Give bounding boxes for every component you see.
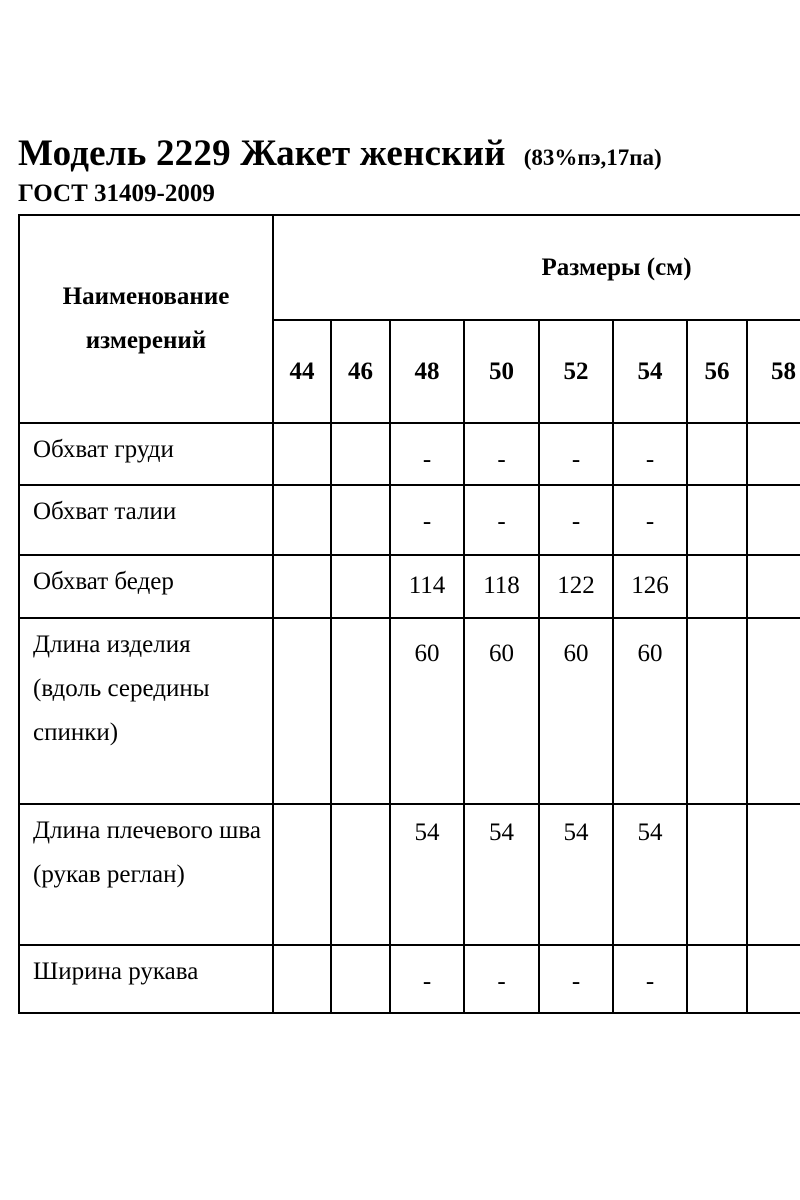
measurement-value: 54: [390, 804, 464, 945]
measurement-value: -: [390, 423, 464, 485]
measurement-value: -: [539, 423, 613, 485]
table-row: [19, 423, 800, 485]
measurement-value: -: [539, 485, 613, 555]
measurement-label: Обхват талии: [19, 485, 273, 555]
table-row: [19, 485, 800, 555]
measurement-name-header-line1: Наименование: [62, 283, 230, 310]
measurement-value: [331, 485, 390, 555]
measurement-value: [331, 945, 390, 1013]
measurement-value: -: [464, 485, 539, 555]
table-row: [19, 555, 800, 618]
measurement-value: 118: [464, 555, 539, 618]
sizes-header: Размеры (см): [273, 215, 800, 320]
measurement-value: 122: [539, 555, 613, 618]
measurement-value: [331, 555, 390, 618]
measurement-value: [747, 618, 800, 804]
measurement-value: 54: [539, 804, 613, 945]
measurement-value: -: [464, 945, 539, 1013]
table-row: [19, 804, 800, 945]
measurement-value: [747, 555, 800, 618]
measurement-value: -: [390, 485, 464, 555]
measurement-value: [747, 945, 800, 1013]
measurement-value: [273, 618, 331, 804]
measurement-name-header: [19, 215, 273, 423]
size-header-cell: 54: [613, 320, 687, 423]
measurement-label: Обхват груди: [19, 423, 273, 485]
measurement-value: 54: [613, 804, 687, 945]
measurement-value: [747, 804, 800, 945]
measurement-value: -: [390, 945, 464, 1013]
measurement-value: [331, 423, 390, 485]
measurement-value: [747, 485, 800, 555]
measurement-value: 126: [613, 555, 687, 618]
measurement-value: [273, 485, 331, 555]
measurement-label: Длина плечевого шва (рукав реглан): [19, 804, 273, 945]
size-header-cell: 46: [331, 320, 390, 423]
measurement-value: [687, 945, 747, 1013]
measurement-value: 54: [464, 804, 539, 945]
size-header-cell: 52: [539, 320, 613, 423]
measurement-value: [273, 555, 331, 618]
measurement-value: [687, 423, 747, 485]
measurement-value: 60: [539, 618, 613, 804]
measurement-value: [687, 618, 747, 804]
measurement-value: [687, 555, 747, 618]
size-header-cell: 48: [390, 320, 464, 423]
measurement-value: 60: [464, 618, 539, 804]
measurement-value: [331, 804, 390, 945]
model-title: Модель 2229 Жакет женский: [18, 133, 506, 174]
gost-standard: ГОСТ 31409-2009: [18, 180, 215, 207]
header-row-top: [19, 215, 800, 320]
measurement-value: [687, 485, 747, 555]
document-title: [18, 132, 662, 175]
measurement-value: [273, 423, 331, 485]
measurement-value: 114: [390, 555, 464, 618]
size-header-cell: 50: [464, 320, 539, 423]
measurement-name-header-line2: измерений: [85, 327, 207, 354]
measurement-label: Длина изделия (вдоль середины спинки): [19, 618, 273, 804]
measurement-label: Обхват бедер: [19, 555, 273, 618]
measurement-value: [687, 804, 747, 945]
measurement-value: -: [613, 423, 687, 485]
measurement-value: 60: [390, 618, 464, 804]
measurement-value: 60: [613, 618, 687, 804]
size-chart-table: [18, 214, 800, 1014]
measurement-value: -: [613, 945, 687, 1013]
measurement-value: [331, 618, 390, 804]
fabric-composition: (83%пэ,17па): [523, 145, 662, 170]
measurement-value: [747, 423, 800, 485]
table-row: [19, 618, 800, 804]
measurement-value: [273, 945, 331, 1013]
measurement-value: -: [464, 423, 539, 485]
measurement-value: [273, 804, 331, 945]
size-header-cell: 44: [273, 320, 331, 423]
table-row: [19, 945, 800, 1013]
size-header-cell: 56: [687, 320, 747, 423]
size-header-cell: 58: [747, 320, 800, 423]
measurement-value: -: [613, 485, 687, 555]
measurement-label: Ширина рукава: [19, 945, 273, 1013]
measurement-value: -: [539, 945, 613, 1013]
